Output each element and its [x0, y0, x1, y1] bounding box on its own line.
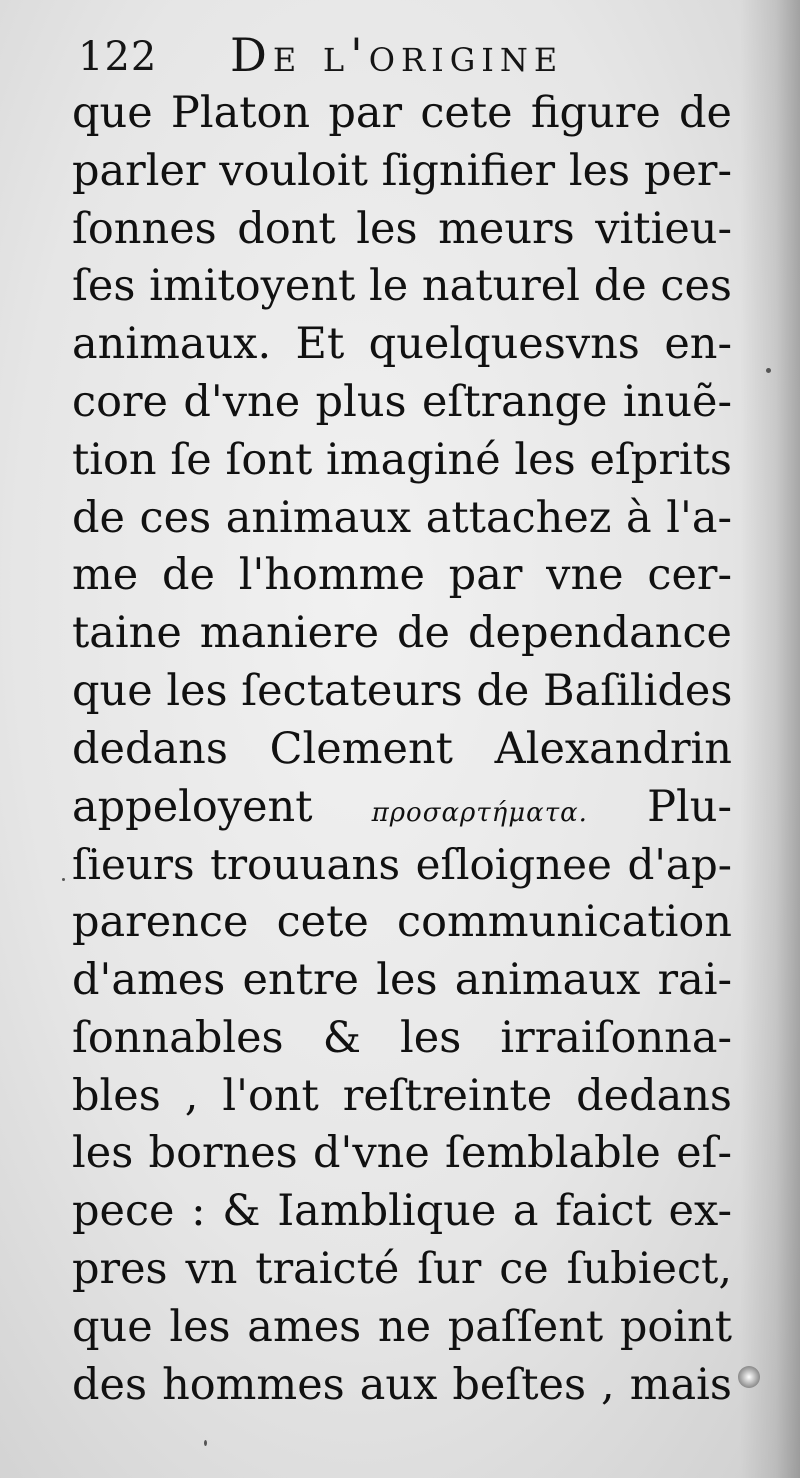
text-line: que les ſectateurs de Baſilides — [72, 665, 733, 716]
text-line: tion ſe ſont imaginé les eſprits — [72, 434, 732, 485]
text-line: ſonnables & les irraiſonna- — [72, 1012, 732, 1063]
paper-blemish — [738, 1366, 760, 1388]
text-line: pres vn traicté ſur ce ſubiect, — [72, 1243, 732, 1294]
text-line: parler vouloit ſignifier les per- — [72, 145, 732, 196]
text-line: les bornes d'vne ſemblable eſ- — [72, 1128, 732, 1179]
text-line: taine maniere de dependance — [72, 608, 732, 659]
text-line: me de l'homme par vne cer- — [72, 550, 732, 601]
text-line: pece : & Iamblique a faict ex- — [72, 1186, 732, 1237]
text-line: core d'vne plus eſtrange inuẽ- — [72, 376, 732, 427]
text-line-with-greek — [72, 779, 732, 837]
text-line: de ces animaux attachez à l'a- — [72, 492, 732, 543]
text-line: dedans Clement Alexandrin — [72, 723, 732, 774]
paper-speck — [766, 368, 771, 373]
body-text — [72, 85, 732, 1414]
text-line: bles , l'ont reſtreinte dedans — [72, 1070, 732, 1121]
text-segment: appeloyent — [72, 781, 313, 832]
text-line: animaux. Et quelquesvns en- — [72, 319, 732, 370]
text-line: que les ames ne paſſent point — [72, 1301, 732, 1352]
text-line: parence cete communication — [72, 897, 732, 948]
text-line: ſes imitoyent le naturel de ces — [72, 261, 732, 312]
running-head — [78, 28, 678, 88]
text-line: des hommes aux beſtes , mais — [72, 1359, 732, 1410]
text-line: que Platon par cete figure de — [72, 88, 732, 138]
text-line: ſonnes dont les meurs vitieu- — [72, 203, 732, 254]
text-line: ſieurs trouuans eſloignee d'ap- — [72, 840, 732, 890]
greek-word: προσαρτήματα. — [371, 797, 588, 828]
page-edge-shadow — [740, 0, 800, 1478]
page-number: 122 — [78, 34, 158, 80]
running-title: De l'origine — [230, 28, 564, 82]
paper-speck — [62, 878, 65, 881]
text-line: d'ames entre les animaux rai- — [72, 954, 732, 1005]
paper-speck — [204, 1440, 207, 1446]
text-segment: Plu- — [647, 781, 733, 832]
